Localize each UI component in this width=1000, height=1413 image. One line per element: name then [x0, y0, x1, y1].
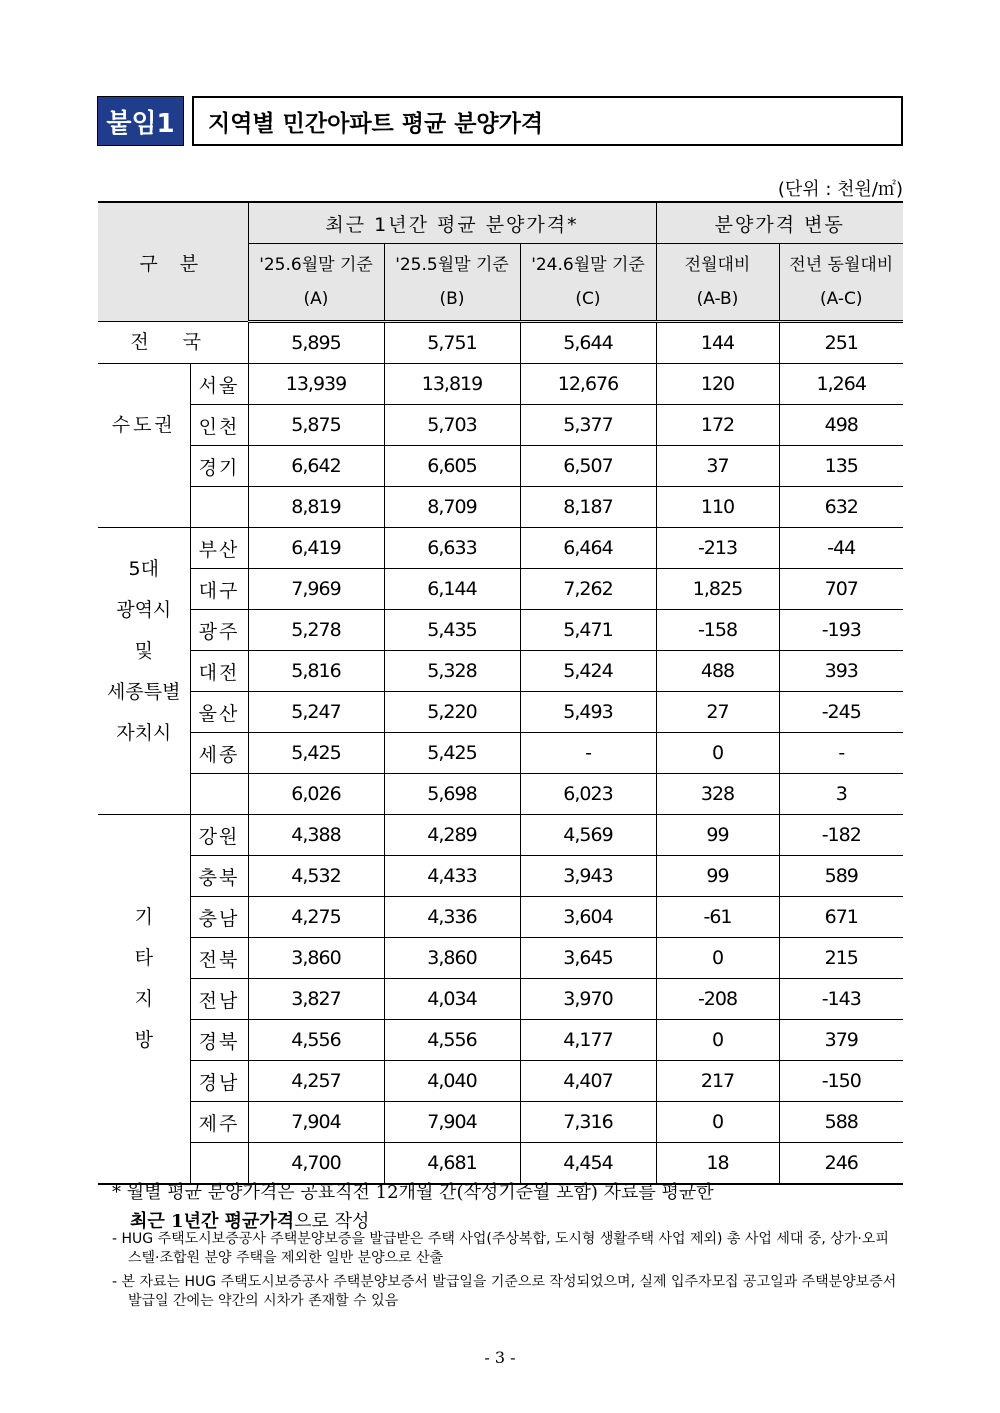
row-label-national: 전 국	[98, 322, 248, 364]
table-row-subtotal	[98, 774, 903, 815]
table-cell: 4,289	[384, 815, 520, 856]
table-cell: 393	[779, 651, 903, 692]
region-name: 경남	[190, 1061, 248, 1102]
table-row-national	[98, 322, 903, 364]
header-col-yoy	[779, 244, 903, 322]
table-cell: 5,425	[248, 733, 384, 774]
table-cell: 144	[656, 322, 779, 364]
table-cell: 7,904	[384, 1102, 520, 1143]
table-cell: 6,642	[248, 446, 384, 487]
table-cell: 4,556	[248, 1020, 384, 1061]
table-cell: 5,328	[384, 651, 520, 692]
table-row	[98, 651, 903, 692]
table-cell: 4,040	[384, 1061, 520, 1102]
region-name: 광주	[190, 610, 248, 651]
table-cell: 6,144	[384, 569, 520, 610]
region-name: 세종	[190, 733, 248, 774]
table-cell: -182	[779, 815, 903, 856]
table-cell: -213	[656, 528, 779, 569]
group-label-metro-line: 세종특별	[107, 680, 181, 703]
table-cell: 27	[656, 692, 779, 733]
table-cell: 5,471	[520, 610, 656, 651]
table-cell: 328	[656, 774, 779, 815]
table-cell: 217	[656, 1061, 779, 1102]
table-row	[98, 815, 903, 856]
table-cell: 13,819	[384, 364, 520, 405]
table-cell: 6,464	[520, 528, 656, 569]
table-cell: 5,424	[520, 651, 656, 692]
table-row	[98, 446, 903, 487]
table-cell: 135	[779, 446, 903, 487]
table-cell: 0	[656, 733, 779, 774]
table-row	[98, 856, 903, 897]
table-cell: 6,026	[248, 774, 384, 815]
table-row	[98, 938, 903, 979]
header-col-c-code: (C)	[575, 289, 601, 309]
table-cell: 110	[656, 487, 779, 528]
table-cell: 99	[656, 856, 779, 897]
unit-label: (단위 : 천원/㎡)	[777, 179, 903, 200]
table-row	[98, 1102, 903, 1143]
table-cell: 3,860	[384, 938, 520, 979]
group-label-metro-line: 광역시	[116, 598, 172, 621]
table-cell: 7,969	[248, 569, 384, 610]
subtotal-label	[190, 774, 248, 815]
table-row	[98, 692, 903, 733]
table-cell: -245	[779, 692, 903, 733]
table-cell: -158	[656, 610, 779, 651]
header-col-c-label: '24.6월말 기준	[531, 255, 645, 275]
table-cell: 4,407	[520, 1061, 656, 1102]
group-label-capital-text: 수도권	[111, 414, 176, 436]
table-cell: 588	[779, 1102, 903, 1143]
header-change: 분양가격 변동	[656, 202, 903, 244]
table-cell: 5,247	[248, 692, 384, 733]
table-cell: 37	[656, 446, 779, 487]
group-label-metro-line: 5대	[128, 557, 159, 580]
table-cell: 3	[779, 774, 903, 815]
header-col-a-code: (A)	[303, 289, 329, 309]
footnote-item: - 본 자료는 HUG 주택도시보증공사 주택분양보증서 발급일을 기준으로 작성되었으며, 실제 입주자모집 공고일과 주택분양보증서 발급일 간에는 약간의 시차가 존재할 수 있음	[112, 1274, 897, 1309]
header-col-b-label: '25.5월말 기준	[395, 255, 509, 275]
group-label-metro-line: 자치시	[116, 721, 172, 744]
table-cell: 4,177	[520, 1020, 656, 1061]
table-cell: 1,825	[656, 569, 779, 610]
table-cell: 5,278	[248, 610, 384, 651]
table-cell: 707	[779, 569, 903, 610]
region-name: 전남	[190, 979, 248, 1020]
region-name: 경기	[190, 446, 248, 487]
table-row	[98, 1020, 903, 1061]
table-cell: 498	[779, 405, 903, 446]
table-cell: 5,895	[248, 322, 384, 364]
table-cell: 13,939	[248, 364, 384, 405]
table-cell: 5,377	[520, 405, 656, 446]
table-cell: 1,264	[779, 364, 903, 405]
table-row	[98, 610, 903, 651]
region-name: 인천	[190, 405, 248, 446]
table-cell: 4,556	[384, 1020, 520, 1061]
table-cell: 8,819	[248, 487, 384, 528]
header-col-a-label: '25.6월말 기준	[259, 255, 373, 275]
table-cell: 6,419	[248, 528, 384, 569]
header-col-a	[248, 244, 384, 322]
table-cell: 18	[656, 1143, 779, 1185]
table-cell: 6,633	[384, 528, 520, 569]
table-cell: -193	[779, 610, 903, 651]
table-cell: 3,645	[520, 938, 656, 979]
table-cell: 246	[779, 1143, 903, 1185]
table-cell: 4,700	[248, 1143, 384, 1185]
table-cell: 3,827	[248, 979, 384, 1020]
header-recent-avg: 최근 1년간 평균 분양가격*	[248, 202, 656, 244]
table-cell: 5,816	[248, 651, 384, 692]
table-row	[98, 569, 903, 610]
page-number: - 3 -	[484, 1348, 516, 1367]
table-cell: 671	[779, 897, 903, 938]
table-cell: 4,034	[384, 979, 520, 1020]
subtotal-label	[190, 487, 248, 528]
table-cell: 0	[656, 1102, 779, 1143]
page-title: 지역별 민간아파트 평균 분양가격	[192, 96, 903, 146]
table-cell: 3,604	[520, 897, 656, 938]
title-block	[97, 96, 903, 146]
group-label-other-line: 지 방	[134, 988, 175, 1051]
header-col-yoy-code: (A-C)	[819, 289, 863, 309]
header-col-b-code: (B)	[439, 289, 465, 309]
table-cell: 488	[656, 651, 779, 692]
table-cell: 5,751	[384, 322, 520, 364]
group-label-metro-line: 및	[134, 639, 153, 662]
header-col-c	[520, 244, 656, 322]
table-cell: 4,681	[384, 1143, 520, 1185]
table-cell: 5,425	[384, 733, 520, 774]
table-cell: 632	[779, 487, 903, 528]
table-row-subtotal	[98, 487, 903, 528]
group-label-metro	[98, 528, 190, 815]
footnote-item: - HUG 주택도시보증공사 주택분양보증을 발급받은 주택 사업(주상복합, 도시형 생활주택 사업 제외) 총 사업 세대 중, 상가·오피스텔·조합원 분양 주택을 제외한 일반 분양으로 산출	[112, 1231, 889, 1266]
table-cell: 0	[656, 1020, 779, 1061]
table-row	[98, 733, 903, 774]
table-cell: 5,703	[384, 405, 520, 446]
footnote-star-bold: 최근 1년간 평균가격	[130, 1211, 295, 1232]
table-cell: 5,435	[384, 610, 520, 651]
footnote-star-line1: * 월별 평균 분양가격은 공표직전 12개월 간(작성기준월 포함) 자료를 평균한	[112, 1182, 714, 1203]
region-name: 대전	[190, 651, 248, 692]
attachment-tag: 붙임1	[97, 96, 184, 146]
table-cell: 4,388	[248, 815, 384, 856]
table-cell: 4,275	[248, 897, 384, 938]
table-cell: -143	[779, 979, 903, 1020]
table-cell: 172	[656, 405, 779, 446]
table-cell: 7,262	[520, 569, 656, 610]
table-cell: -150	[779, 1061, 903, 1102]
table-row	[98, 528, 903, 569]
region-name: 서울	[190, 364, 248, 405]
table-cell: -	[779, 733, 903, 774]
region-name: 경북	[190, 1020, 248, 1061]
table-cell: 379	[779, 1020, 903, 1061]
region-name: 울산	[190, 692, 248, 733]
table-cell: 6,605	[384, 446, 520, 487]
footnote-star-suffix: 으로 작성	[294, 1211, 370, 1232]
table-cell: 4,454	[520, 1143, 656, 1185]
table-cell: 6,023	[520, 774, 656, 815]
table-cell: 3,860	[248, 938, 384, 979]
table-row	[98, 979, 903, 1020]
header-col-mom	[656, 244, 779, 322]
header-col-mom-code: (A-B)	[696, 289, 739, 309]
region-name: 전북	[190, 938, 248, 979]
table-cell: 4,336	[384, 897, 520, 938]
table-cell: 3,943	[520, 856, 656, 897]
table-cell: 120	[656, 364, 779, 405]
region-name: 충남	[190, 897, 248, 938]
table-cell: 5,220	[384, 692, 520, 733]
footnote-star	[112, 1178, 714, 1236]
group-label-capital	[98, 364, 190, 528]
table-cell: 4,257	[248, 1061, 384, 1102]
table-cell: 12,676	[520, 364, 656, 405]
table-row	[98, 405, 903, 446]
header-col-mom-label: 전월대비	[684, 255, 751, 275]
table-cell: 5,644	[520, 322, 656, 364]
table-cell: -	[520, 733, 656, 774]
region-name: 대구	[190, 569, 248, 610]
table-cell: 5,493	[520, 692, 656, 733]
table-cell: -61	[656, 897, 779, 938]
table-cell: 589	[779, 856, 903, 897]
price-table	[98, 201, 903, 1185]
table-cell: 8,187	[520, 487, 656, 528]
table-cell: 3,970	[520, 979, 656, 1020]
table-row	[98, 897, 903, 938]
group-label-other	[98, 815, 190, 1185]
table-row	[98, 1061, 903, 1102]
table-cell: -44	[779, 528, 903, 569]
region-name: 충북	[190, 856, 248, 897]
footnote-list	[112, 1230, 902, 1316]
table-cell: 215	[779, 938, 903, 979]
table-cell: 7,316	[520, 1102, 656, 1143]
header-col-yoy-label: 전년 동월대비	[789, 255, 894, 275]
table-cell: 7,904	[248, 1102, 384, 1143]
table-cell: 4,433	[384, 856, 520, 897]
table-cell: -208	[656, 979, 779, 1020]
table-cell: 4,569	[520, 815, 656, 856]
table-cell: 8,709	[384, 487, 520, 528]
table-cell: 251	[779, 322, 903, 364]
header-category: 구 분	[98, 202, 248, 322]
table-cell: 99	[656, 815, 779, 856]
region-name: 강원	[190, 815, 248, 856]
table-cell: 4,532	[248, 856, 384, 897]
group-label-other-line: 기 타	[134, 906, 175, 969]
table-cell: 5,875	[248, 405, 384, 446]
table-row	[98, 364, 903, 405]
table-cell: 6,507	[520, 446, 656, 487]
header-col-b	[384, 244, 520, 322]
region-name: 제주	[190, 1102, 248, 1143]
table-cell: 0	[656, 938, 779, 979]
region-name: 부산	[190, 528, 248, 569]
table-cell: 5,698	[384, 774, 520, 815]
